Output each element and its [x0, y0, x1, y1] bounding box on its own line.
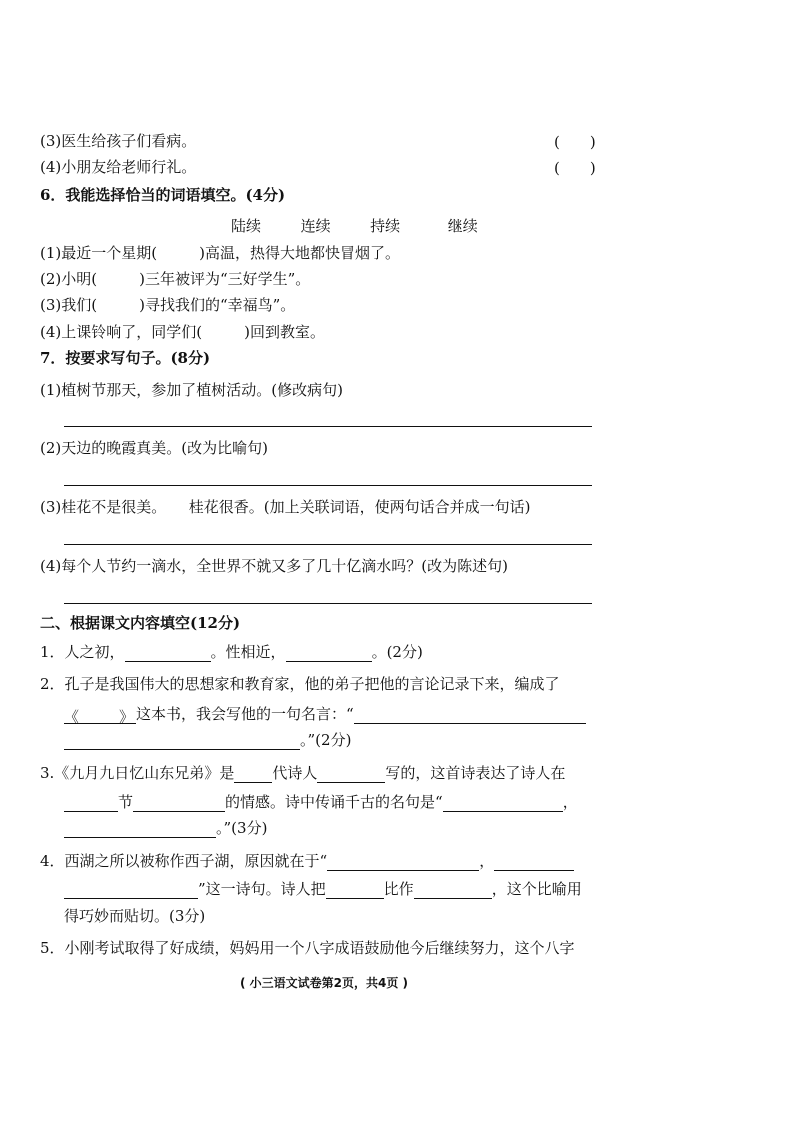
q6-item-2: (2)小明( )三年被评为“三好学生”。 [40, 270, 311, 288]
q7-item-4-answer-line[interactable] [64, 603, 592, 604]
p2-q3-festival-blank[interactable] [64, 795, 118, 812]
p2-q4-line-1: 4．西湖之所以被称作西子湖，原因就在于“ ， [40, 851, 574, 871]
q5-item-4 [40, 157, 196, 177]
q6-title: 6．我能选择恰当的词语填空。(4分) [40, 186, 286, 204]
q6-word-bank [231, 216, 478, 236]
p2-q3-verse-blank-2[interactable] [64, 821, 216, 838]
q6-item-3: (3)我们( )寻找我们的“幸福鸟”。 [40, 296, 296, 314]
q6-word-3: 持续 [370, 217, 401, 235]
page-footer: ( 小三语文试卷第2页，共4页 ) [240, 976, 409, 990]
p2-q4-object-blank[interactable] [414, 882, 492, 899]
p2-q2-line-2: 《 》 这本书，我会写他的一句名言：“ [64, 704, 586, 724]
q6-item-1: (1)最近一个星期( )高温，热得大地都快冒烟了。 [40, 244, 400, 262]
p2-q2-book-blank[interactable]: 《 》 [64, 708, 135, 726]
q7-item-3-answer-line[interactable] [64, 544, 592, 545]
p2-q3-verse-blank-1[interactable] [443, 795, 563, 812]
p2-q3-line-2: 节 的情感。诗中传诵千古的名句是“ ， [64, 792, 578, 812]
p2-q3-emotion-blank[interactable] [133, 795, 225, 812]
p2-q1: 1．人之初， 。性相近， 。(2分) [40, 643, 423, 661]
q7-item-4: (4)每个人节约一滴水，全世界不就又多了几十亿滴水吗？(改为陈述句) [40, 557, 508, 575]
q6-item-4: (4)上课铃响了，同学们( )回到教室。 [40, 323, 325, 341]
p2-q4-verse-blank-3[interactable] [64, 882, 198, 899]
q6-word-4: 继续 [447, 217, 478, 235]
p2-q5-line-1: 5．小刚考试取得了好成绩，妈妈用一个八字成语鼓励他今后继续努力，这个八字 [40, 939, 575, 957]
q5-item-3-text: (3)医生给孩子们看病。 [40, 132, 197, 150]
q5-item-3 [40, 131, 196, 151]
q7-item-2-answer-line[interactable] [64, 485, 592, 486]
q6-word-2: 连续 [300, 217, 331, 235]
p2-q2-line-3: 。”(2分) [64, 730, 351, 750]
p2-q1-blank-1[interactable] [125, 645, 211, 662]
q7-item-1-answer-line[interactable] [64, 426, 592, 427]
q7-item-2: (2)天边的晚霞真美。(改为比喻句) [40, 439, 268, 457]
p2-q3-line-3: 。”(3分) [64, 818, 267, 838]
p2-q3-poet-blank[interactable] [317, 766, 385, 783]
p2-q2-line-1: 2．孔子是我国伟大的思想家和教育家，他的弟子把他的言论记录下来，编成了 [40, 675, 560, 693]
p2-q4-subject-blank[interactable] [326, 882, 384, 899]
q7-item-3: (3)桂花不是很美。 桂花很香。(加上关联词语，使两句话合并成一句话) [40, 498, 531, 516]
p2-q4-verse-blank-2[interactable] [494, 854, 574, 871]
q5-item-4-answer-paren[interactable]: ( ) [554, 159, 596, 177]
p2-q2-quote-blank-1[interactable] [354, 707, 586, 724]
p2-q4-line-2: ”这一诗句。诗人把 比作 ，这个比喻用 [64, 879, 582, 899]
q5-item-3-answer-paren[interactable]: ( ) [554, 133, 596, 151]
p2-q4-line-3: 得巧妙而贴切。(3分) [64, 907, 206, 925]
p2-q1-blank-2[interactable] [286, 645, 372, 662]
p2-q4-verse-blank-1[interactable] [327, 854, 479, 871]
q7-title: 7．按要求写句子。(8分) [40, 349, 211, 367]
part2-title: 二、根据课文内容填空(12分) [40, 614, 241, 632]
q7-item-1: (1)植树节那天，参加了植树活动。(修改病句) [40, 381, 343, 399]
p2-q3-line-1: 3.《九月九日忆山东兄弟》是 代诗人 写的，这首诗表达了诗人在 [40, 764, 566, 782]
q5-item-4-text: (4)小朋友给老师行礼。 [40, 158, 197, 176]
p2-q3-dynasty-blank[interactable] [234, 766, 272, 783]
q6-word-1: 陆续 [231, 217, 262, 235]
p2-q2-quote-blank-2[interactable] [64, 733, 300, 750]
